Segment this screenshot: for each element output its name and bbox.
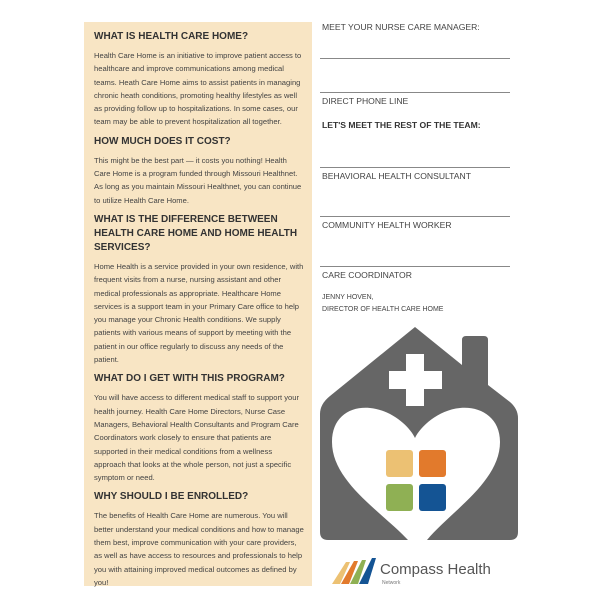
- section-body: This might be the best part — it costs you nothing! Health Care Home is a program funded through Missouri Healthnet. As long as you maintain Missouri Healthnet, you can continue to utilize Health Care Home.: [94, 155, 302, 205]
- bhc-label: BEHAVIORAL HEALTH CONSULTANT: [322, 171, 471, 181]
- phone-line: [320, 92, 510, 93]
- square-orange: [419, 450, 446, 477]
- info-panel: [84, 22, 312, 586]
- section-body: The benefits of Health Care Home are numerous. You will better understand your medical conditions and how to manage them best, improve communication with your care providers, as well as have access to resources and professionals to help you with attaining improved medical outcomes as defined by you!: [94, 511, 304, 587]
- health-care-home-house-logo: [320, 322, 520, 552]
- section-heading: WHAT IS HEALTH CARE HOME?: [94, 31, 249, 42]
- cc-line: [320, 266, 510, 267]
- section-heading: WHAT IS THE DIFFERENCE BETWEEN HEALTH CARE HOME AND HOME HEALTH SERVICES?: [94, 213, 298, 253]
- logo-sub: Network: [382, 580, 401, 586]
- logo-name: Compass Health: [380, 561, 491, 578]
- cc-label: CARE COORDINATOR: [322, 270, 412, 280]
- nurse-name-line: [320, 58, 510, 59]
- team-heading: LET'S MEET THE REST OF THE TEAM:: [322, 120, 481, 130]
- compass-health-logo: [332, 556, 522, 588]
- chw-line: [320, 216, 510, 217]
- nurse-heading: MEET YOUR NURSE CARE MANAGER:: [322, 22, 480, 32]
- compass-chevrons-icon: [332, 556, 378, 586]
- section-body: You will have access to different medical staff to support your health journey. Health Care Home Directors, Nurse Case Managers, Behavioral Health Consultants and Program Care Coordinators work closely to ensure that patients are supported in their medical conditions from a wellness approach that looks at the whole person, not just a specific symptom or need.: [94, 393, 300, 483]
- bhc-line: [320, 167, 510, 168]
- square-yellow: [386, 450, 413, 477]
- director-title: DIRECTOR OF HEALTH CARE HOME: [322, 306, 444, 313]
- section-heading: HOW MUCH DOES IT COST?: [94, 135, 231, 147]
- section-body: Home Health is a service provided in your own residence, with frequent visits from a nurse, nursing assistant and other medical professionals as appropriate. Healthcare Home services is a support team in your Primary Care office to help you manage your Chronic Health conditions. We supply patients with various means of support by meeting with the patient in our office regularly to discuss any needs of the patient.: [94, 261, 304, 365]
- director-name: JENNY HOVEN,: [322, 294, 374, 301]
- section-heading: WHY SHOULD I BE ENROLLED?: [94, 491, 249, 503]
- square-blue: [419, 484, 446, 511]
- chw-label: COMMUNITY HEALTH WORKER: [322, 220, 452, 230]
- square-green: [386, 484, 413, 511]
- section-heading: WHAT DO I GET WITH THIS PROGRAM?: [94, 373, 285, 385]
- section-body: Health Care Home is an initiative to improve patient access to healthcare and improve communications among medical teams. Heath Care Home aims to assist patients in managing chronic heath conditions, promoting healthy lifestyles as well as providing follow up to hospitalizations. In some cases, our team may be able to prevent hospitalization all together.: [94, 51, 302, 127]
- phone-label: DIRECT PHONE LINE: [322, 96, 409, 106]
